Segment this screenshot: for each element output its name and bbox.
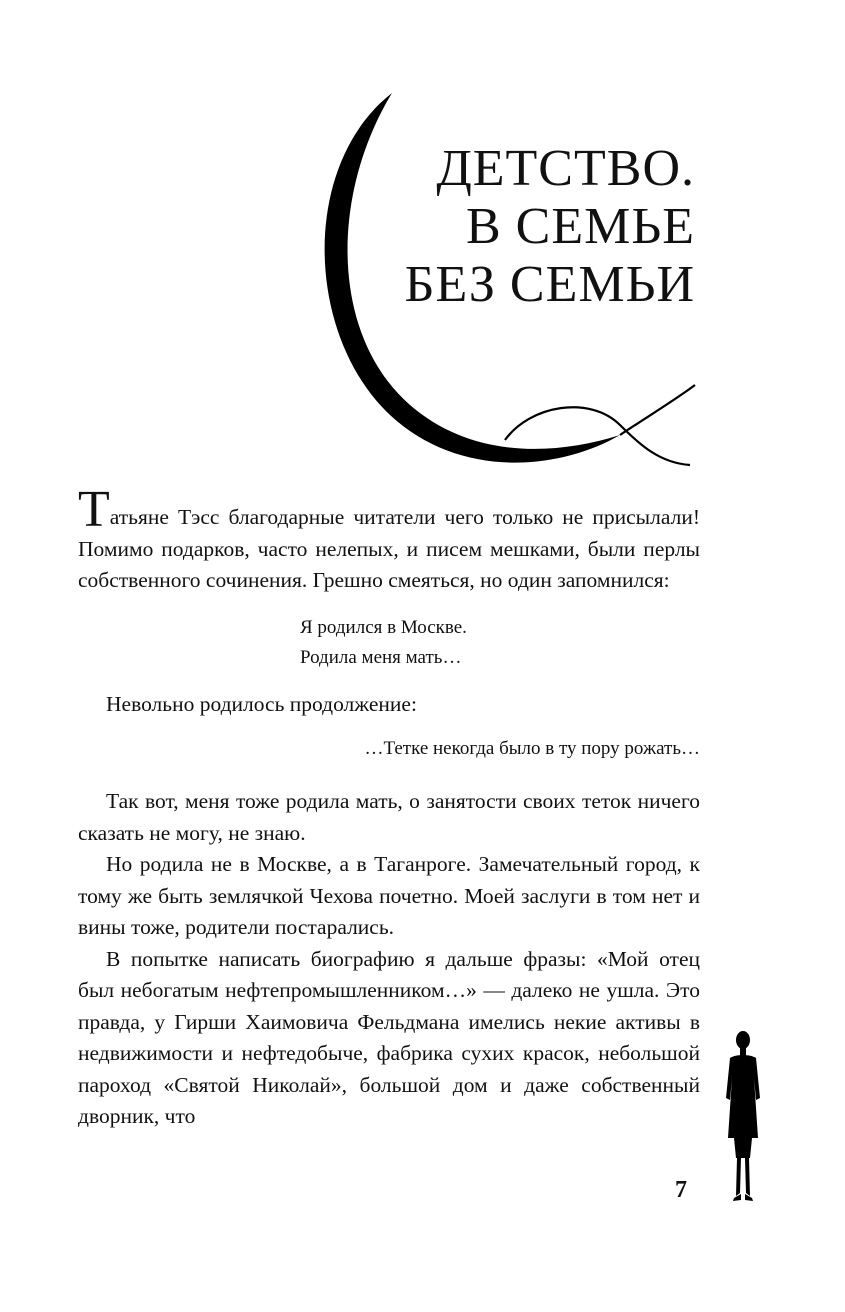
woman-silhouette-icon	[718, 1028, 768, 1203]
page-number: 7	[675, 1177, 687, 1203]
chapter-title-line: БЕЗ СЕМЬИ	[404, 256, 695, 313]
body-text	[78, 481, 700, 1133]
paragraph-4: Но родила не в Москве, а в Таганроге. Замечательный город, к тому же быть землячкой Чехова почетно. Моей заслуги в том нет и вины тоже, родители постарались.	[78, 852, 700, 939]
chapter-title-line: ДЕТСТВО.	[436, 140, 695, 197]
paragraph-1	[78, 481, 700, 597]
paragraph-2: Невольно родилось продолжение:	[106, 691, 417, 716]
poem-continuation: …Тетке некогда было в ту пору рожать…	[364, 738, 700, 759]
drop-cap: Т	[78, 481, 110, 538]
poem-quote	[300, 613, 700, 673]
chapter-title-line: В СЕМЬЕ	[466, 198, 695, 255]
poem-line: Родила меня мать…	[300, 646, 462, 668]
poem-line: Я родился в Москве.	[300, 616, 467, 638]
paragraph-text: атьяне Тэсс благодарные читатели чего только не присылали! Помимо подарков, часто нелепых, и писем мешками, были перлы собственного сочинения. Грешно смеяться, но один запомнился:	[78, 505, 700, 592]
paragraph-3: Так вот, меня тоже родила мать, о занятости своих теток ничего сказать не могу, не знаю.	[78, 789, 700, 845]
chapter-title	[405, 140, 695, 314]
paragraph-5: В попытке написать биографию я дальше фразы: «Мой отец был небогатым нефтепромышленником…» — далеко не ушла. Это правда, у Гирши Хаимовича Фельдмана имелись некие активы в недвижимости и нефтедобыче, фабрика сухих красок, небольшой пароход «Святой Николай», большой дом и даже собственный дворник, что	[78, 946, 700, 1128]
